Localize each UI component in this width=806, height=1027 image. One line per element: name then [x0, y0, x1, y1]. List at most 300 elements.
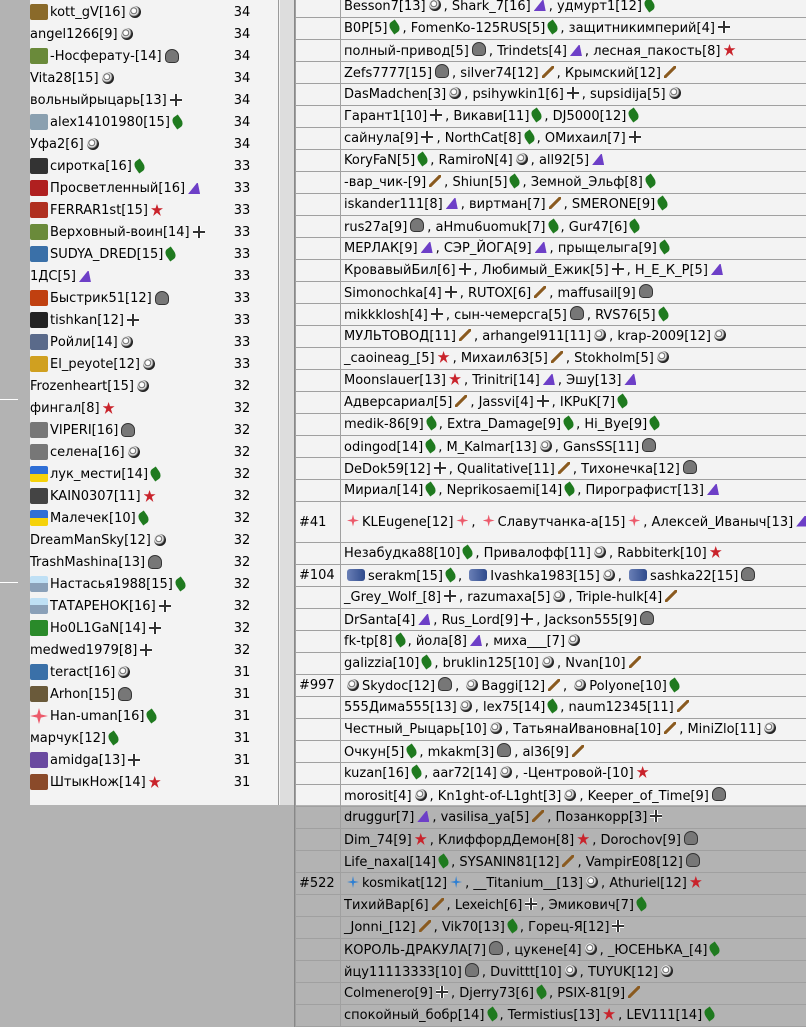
- player-row: [30, 309, 262, 331]
- member-name[interactable]: ОМихаил[7]: [545, 131, 626, 146]
- member-name[interactable]: fk-tp[8]: [344, 634, 393, 649]
- player-name[interactable]: tishkan[12]: [50, 313, 124, 328]
- member-name[interactable]: ТихийВар[6]: [344, 898, 429, 913]
- star-icon: [415, 833, 427, 845]
- member-name[interactable]: Н_Е_К_Р[5]: [635, 263, 708, 278]
- team-row: [296, 326, 806, 348]
- member-name[interactable]: iskander111[8]: [344, 197, 443, 212]
- member-name[interactable]: -Центровой-[10]: [523, 766, 634, 781]
- member-name[interactable]: прыщелыга[9]: [558, 241, 657, 256]
- player-name[interactable]: вольныйрыцарь[13]: [30, 93, 167, 108]
- member-name[interactable]: Lexeich[6]: [455, 898, 523, 913]
- member-name[interactable]: Stokholm[5]: [574, 351, 654, 366]
- helm-icon: [712, 787, 726, 801]
- player-name[interactable]: 1ДС[5]: [30, 269, 76, 284]
- member-name[interactable]: RamiroN[4]: [439, 153, 513, 168]
- cross-icon: [421, 131, 433, 143]
- leaf-icon: [436, 854, 450, 869]
- member-name[interactable]: naum12345[11]: [569, 700, 674, 715]
- member-name[interactable]: виртман[7]: [469, 197, 546, 212]
- team-rank: [296, 609, 341, 631]
- member-name[interactable]: ТатьянаИвановна[10]: [513, 722, 661, 737]
- player-score: 34: [222, 137, 262, 152]
- member-name[interactable]: цукене[4]: [514, 943, 581, 958]
- player-name[interactable]: ШтыкНож[14]: [50, 775, 146, 790]
- player-name[interactable]: марчук[12]: [30, 731, 106, 746]
- member-name[interactable]: kosmikat[12]: [362, 876, 447, 891]
- member-name[interactable]: Славутчанка-а[15]: [498, 515, 626, 530]
- swirl-icon: [143, 358, 155, 370]
- member-name[interactable]: vasilisa_ya[5]: [441, 810, 530, 825]
- member-name[interactable]: Мириал[14]: [344, 483, 423, 498]
- separator: ,: [474, 329, 482, 344]
- separator: ,: [576, 417, 584, 432]
- team-row: [296, 0, 806, 18]
- team-rank: [296, 348, 341, 370]
- member-name[interactable]: сайнула[9]: [344, 131, 418, 146]
- team-members: [341, 631, 806, 653]
- player-name[interactable]: teract[16]: [50, 665, 115, 680]
- team-row: [296, 719, 806, 741]
- member-name[interactable]: DasMadchen[3]: [344, 87, 446, 102]
- separator: ,: [445, 109, 453, 124]
- member-name[interactable]: Trindets[4]: [497, 44, 567, 59]
- member-name[interactable]: _caoineag_[5]: [344, 351, 435, 366]
- member-name[interactable]: B0P[5]: [344, 21, 387, 36]
- member-name[interactable]: razumaxa[5]: [467, 590, 550, 605]
- player-score: 31: [222, 709, 262, 724]
- member-name[interactable]: Zefs7777[15]: [344, 66, 432, 81]
- member-name[interactable]: Dim_74[9]: [344, 833, 412, 848]
- swirl-icon: [460, 700, 472, 712]
- member-name[interactable]: DJ5000[12]: [553, 109, 627, 124]
- player-row: [30, 573, 262, 595]
- member-name[interactable]: aHmu6uomuk[7]: [436, 220, 546, 235]
- player-score: 31: [222, 687, 262, 702]
- swirl-icon: [553, 590, 565, 602]
- member-name[interactable]: Незабудка88[10]: [344, 546, 460, 561]
- member-name[interactable]: al36[9]: [522, 745, 569, 760]
- player-name[interactable]: medwed1979[8]: [30, 643, 137, 658]
- separator: ,: [460, 286, 468, 301]
- leaf-icon: [656, 307, 670, 322]
- member-name[interactable]: Тихонечка[12]: [581, 462, 680, 477]
- member-name[interactable]: Simonochka[4]: [344, 286, 442, 301]
- separator: ,: [531, 153, 539, 168]
- rating-page: [30, 0, 806, 805]
- compass-icon: [456, 515, 468, 527]
- member-name[interactable]: Besson7[13]: [344, 0, 426, 14]
- member-name[interactable]: KoryFaN[5]: [344, 153, 415, 168]
- player-name[interactable]: El_peyote[12]: [50, 357, 140, 372]
- player-name[interactable]: Малечек[10]: [50, 511, 136, 526]
- member-name[interactable]: DrSanta[4]: [344, 613, 415, 628]
- member-name[interactable]: druggur[7]: [344, 810, 414, 825]
- member-name[interactable]: полный-привод[5]: [344, 44, 469, 59]
- player-name[interactable]: Настасья1988[15]: [50, 577, 173, 592]
- player-name[interactable]: лук_мести[14]: [50, 467, 148, 482]
- team-rank: [296, 631, 341, 653]
- member-name[interactable]: serakm[15]: [368, 569, 443, 584]
- team-members: [341, 326, 806, 348]
- swirl-icon: [764, 722, 776, 734]
- member-name[interactable]: galizzia[10]: [344, 656, 419, 671]
- member-name[interactable]: Life_naxal[14]: [344, 855, 436, 870]
- player-name[interactable]: TrashMashina[13]: [30, 555, 145, 570]
- member-name[interactable]: КлиффордДемон[8]: [438, 833, 574, 848]
- team-members: [341, 0, 806, 18]
- team-members: [341, 895, 806, 917]
- member-name[interactable]: Ivashka1983[15]: [490, 569, 600, 584]
- player-name[interactable]: amidga[13]: [50, 753, 125, 768]
- team-row: [296, 939, 806, 961]
- member-name[interactable]: Очкун[5]: [344, 745, 404, 760]
- team-row: [296, 829, 806, 851]
- team-row: [296, 106, 806, 128]
- member-name[interactable]: TUYUK[12]: [588, 965, 658, 980]
- player-name[interactable]: селена[16]: [50, 445, 125, 460]
- team-row: [296, 84, 806, 106]
- separator: ,: [549, 986, 557, 1001]
- cross-icon: [127, 314, 139, 326]
- member-name[interactable]: Привалофф[11]: [484, 546, 591, 561]
- member-name[interactable]: DeDok59[12]: [344, 462, 431, 477]
- member-name[interactable]: Hi_Bye[9]: [584, 417, 647, 432]
- swirl-icon: [118, 666, 130, 678]
- scorpion-icon: [30, 202, 48, 218]
- member-name[interactable]: __Titanium__[13]: [473, 876, 583, 891]
- member-name[interactable]: Jackson555[9]: [545, 613, 638, 628]
- member-name[interactable]: Эмикович[7]: [549, 898, 634, 913]
- member-name[interactable]: GansSS[11]: [563, 440, 639, 455]
- swirl-icon: [585, 943, 597, 955]
- team-row: [296, 653, 806, 675]
- separator: ,: [424, 766, 432, 781]
- player-row: [30, 419, 262, 441]
- member-name[interactable]: Алексей_Иваныч[13]: [652, 515, 794, 530]
- member-name[interactable]: Михаил63[5]: [461, 351, 548, 366]
- member-name[interactable]: krap-2009[12]: [617, 329, 711, 344]
- member-name[interactable]: Shiun[5]: [452, 175, 507, 190]
- member-name[interactable]: psihywkin1[6]: [473, 87, 564, 102]
- member-name[interactable]: Jassvi[4]: [479, 395, 534, 410]
- player-name[interactable]: фингал[8]: [30, 401, 100, 416]
- swirl-icon: [657, 351, 669, 363]
- member-name[interactable]: -вар_чик-[9]: [344, 175, 426, 190]
- swirl-icon: [121, 336, 133, 348]
- member-name[interactable]: Skydoc[12]: [362, 679, 435, 694]
- clan-badge-icon: [483, 515, 495, 527]
- member-name[interactable]: Vik70[13]: [442, 920, 505, 935]
- player-row: [30, 243, 262, 265]
- player-name[interactable]: SUDYA_DRED[15]: [50, 247, 163, 262]
- column-divider: [278, 0, 279, 805]
- member-name[interactable]: Dorochov[9]: [601, 833, 681, 848]
- wand-icon: [532, 810, 544, 822]
- member-name[interactable]: Triple-hulk[4]: [577, 590, 663, 605]
- star-icon: [724, 44, 736, 56]
- member-name[interactable]: МУЛЬТОВОД[11]: [344, 329, 456, 344]
- team-members: [341, 917, 806, 939]
- swirl-icon: [500, 766, 512, 778]
- wand-icon: [628, 986, 640, 998]
- member-name[interactable]: RUTOX[6]: [468, 286, 531, 301]
- swirl-icon: [137, 380, 149, 392]
- member-name[interactable]: Викави[11]: [453, 109, 529, 124]
- member-name[interactable]: kuzan[16]: [344, 766, 409, 781]
- member-name[interactable]: защитникимперий[4]: [569, 21, 715, 36]
- team-members: [341, 458, 806, 480]
- wand-icon: [549, 197, 561, 209]
- separator: ,: [419, 745, 427, 760]
- member-name[interactable]: M_Kalmar[13]: [446, 440, 536, 455]
- separator: ,: [446, 308, 454, 323]
- member-name[interactable]: Nvan[10]: [565, 656, 625, 671]
- swirl-icon: [449, 87, 461, 99]
- member-name[interactable]: миха___[7]: [493, 634, 565, 649]
- hat-icon: [421, 241, 433, 253]
- separator: ,: [436, 131, 444, 146]
- player-name[interactable]: angel1266[9]: [30, 27, 118, 42]
- member-name[interactable]: odingod[14]: [344, 440, 423, 455]
- member-name[interactable]: Djerry73[6]: [459, 986, 534, 1001]
- team-members: [341, 436, 806, 458]
- member-name[interactable]: PSIX-81[9]: [557, 986, 625, 1001]
- member-name[interactable]: medik-86[9]: [344, 417, 424, 432]
- team-members: [341, 609, 806, 631]
- player-name[interactable]: VIPERI[16]: [50, 423, 118, 438]
- leaf-icon: [106, 731, 120, 746]
- separator: ,: [618, 1008, 626, 1023]
- member-name[interactable]: КОРОЛЬ-ДРАКУЛА[7]: [344, 943, 486, 958]
- player-name[interactable]: Просветленный[16]: [50, 181, 185, 196]
- member-name[interactable]: Адверсариал[5]: [344, 395, 452, 410]
- member-name[interactable]: лесная_пакость[8]: [593, 44, 720, 59]
- hat-icon: [418, 613, 430, 625]
- member-name[interactable]: Любимый_Ежик[5]: [482, 263, 609, 278]
- player-rating-list: [30, 0, 262, 793]
- member-name[interactable]: mikkklosh[4]: [344, 308, 428, 323]
- separator: ,: [438, 440, 446, 455]
- player-name[interactable]: Vita28[15]: [30, 71, 99, 86]
- leaf-icon: [627, 108, 641, 123]
- member-name[interactable]: МЕРЛАК[9]: [344, 241, 418, 256]
- member-name[interactable]: SMERONE[9]: [572, 197, 655, 212]
- clan-badge-icon: [629, 569, 647, 581]
- member-name[interactable]: bruklin125[10]: [443, 656, 539, 671]
- member-name[interactable]: Земной_Эльф[8]: [531, 175, 643, 190]
- separator: ,: [447, 898, 455, 913]
- member-name[interactable]: СЭР_ЙОГА[9]: [444, 241, 532, 256]
- player-name[interactable]: Верховный-воин[14]: [50, 225, 190, 240]
- member-name[interactable]: йола[8]: [416, 634, 467, 649]
- member-name[interactable]: Kn1ght-of-L1ght[3]: [438, 789, 562, 804]
- helm-icon: [121, 423, 135, 437]
- member-name[interactable]: _Grey_Wolf_[8]: [344, 590, 441, 605]
- member-name[interactable]: Rus_Lord[9]: [442, 613, 519, 628]
- member-name[interactable]: 555Дима555[13]: [344, 700, 457, 715]
- player-name[interactable]: сиротка[16]: [50, 159, 132, 174]
- member-name[interactable]: Честный_Рыцарь[10]: [344, 722, 487, 737]
- player-name[interactable]: KAIN0307[11]: [50, 489, 141, 504]
- member-name[interactable]: сын-чемерсга[5]: [454, 308, 567, 323]
- member-name[interactable]: RVS76[5]: [595, 308, 655, 323]
- player-name[interactable]: alex14101980[15]: [50, 115, 170, 130]
- cross-icon: [537, 395, 549, 407]
- team-members: [341, 150, 806, 172]
- member-name[interactable]: Gur47[6]: [569, 220, 628, 235]
- separator: ,: [464, 87, 472, 102]
- player-name[interactable]: Frozenheart[15]: [30, 379, 134, 394]
- cross-icon: [170, 94, 182, 106]
- leaf-icon: [405, 744, 419, 759]
- member-name[interactable]: rus27a[9]: [344, 220, 407, 235]
- separator: ,: [609, 546, 617, 561]
- member-name[interactable]: Shark_7[16]: [452, 0, 531, 14]
- player-name[interactable]: DreamManSky[12]: [30, 533, 151, 548]
- member-name[interactable]: LEV111[14]: [626, 1008, 702, 1023]
- mountain-icon: [30, 598, 48, 614]
- member-name[interactable]: йцу11113333[10]: [344, 965, 462, 980]
- member-name[interactable]: VampirE08[12]: [586, 855, 683, 870]
- team-members: [341, 40, 806, 62]
- separator: ,: [402, 21, 410, 36]
- separator: ,: [549, 286, 557, 301]
- member-name[interactable]: KLEugene[12]: [362, 515, 453, 530]
- member-name[interactable]: maffusail[9]: [558, 286, 636, 301]
- player-name[interactable]: Быстрик51[12]: [50, 291, 152, 306]
- player-name[interactable]: kott_gV[16]: [50, 5, 126, 20]
- team-row: [296, 631, 806, 653]
- member-name[interactable]: Qualitative[11]: [457, 462, 555, 477]
- separator: ,: [547, 810, 555, 825]
- wand-icon: [459, 329, 471, 341]
- member-name[interactable]: спокойный_бобр[14]: [344, 1008, 485, 1023]
- player-name[interactable]: ТАТАРЕНОК[16]: [50, 599, 156, 614]
- player-name[interactable]: -Носферату-[14]: [50, 49, 162, 64]
- member-name[interactable]: Крымский[12]: [565, 66, 661, 81]
- separator: ,: [485, 634, 493, 649]
- hat-icon: [446, 197, 458, 209]
- team-row: [296, 436, 806, 458]
- member-name[interactable]: Athuriel[12]: [609, 876, 687, 891]
- star-icon: [149, 776, 161, 788]
- wand-icon: [534, 286, 546, 298]
- member-name[interactable]: Гарант1[10]: [344, 109, 427, 124]
- member-name[interactable]: _ЮСЕНЬКА_[4]: [608, 943, 708, 958]
- member-name[interactable]: morosit[4]: [344, 789, 412, 804]
- separator: ,: [618, 569, 626, 584]
- member-name[interactable]: Neprikosaemi[14]: [447, 483, 563, 498]
- leaf-icon: [485, 1007, 499, 1022]
- member-name[interactable]: NorthCat[8]: [445, 131, 522, 146]
- separator: ,: [577, 483, 585, 498]
- player-score: 32: [222, 621, 262, 636]
- leaf-icon: [546, 20, 560, 35]
- member-name[interactable]: Trinitri[14]: [472, 373, 540, 388]
- player-row: [30, 199, 262, 221]
- player-name[interactable]: Han-uman[16]: [50, 709, 144, 724]
- separator: ,: [520, 920, 528, 935]
- separator: ,: [564, 197, 572, 212]
- member-name[interactable]: silver74[12]: [460, 66, 538, 81]
- member-name[interactable]: IKPuK[7]: [560, 395, 615, 410]
- swirl-icon: [594, 546, 606, 558]
- separator: ,: [555, 440, 563, 455]
- player-name[interactable]: Ho0L1GaN[14]: [50, 621, 146, 636]
- leaf-icon: [508, 174, 522, 189]
- member-name[interactable]: FomenKo-125RUS[5]: [411, 21, 546, 36]
- member-name[interactable]: MiniZlo[11]: [687, 722, 761, 737]
- member-name[interactable]: all92[5]: [539, 153, 589, 168]
- team-members: [341, 348, 806, 370]
- team-members: [341, 238, 806, 260]
- member-name[interactable]: КровавыйБил[6]: [344, 263, 456, 278]
- team-members: [341, 939, 806, 961]
- leaf-icon: [642, 0, 656, 12]
- member-name[interactable]: aar72[14]: [432, 766, 497, 781]
- member-name[interactable]: Moonslauer[13]: [344, 373, 446, 388]
- swirl-icon: [714, 329, 726, 341]
- member-name[interactable]: _Jonni_[12]: [344, 920, 416, 935]
- cross-icon: [612, 263, 624, 275]
- team-rank: [296, 150, 341, 172]
- member-name[interactable]: lex75[14]: [483, 700, 545, 715]
- team-members: [341, 653, 806, 675]
- member-name[interactable]: Extra_Damage[9]: [447, 417, 561, 432]
- separator: ,: [585, 44, 593, 59]
- helm-icon: [472, 42, 486, 56]
- member-name[interactable]: Rabbiterk[10]: [617, 546, 706, 561]
- hat-icon: [570, 44, 582, 56]
- player-name[interactable]: Ройли[14]: [50, 335, 118, 350]
- member-name[interactable]: Polyone[10]: [589, 679, 667, 694]
- member-name[interactable]: Colmenero[9]: [344, 986, 433, 1001]
- separator: ,: [557, 656, 565, 671]
- member-name[interactable]: удмурт1[12]: [557, 0, 642, 14]
- team-row: [296, 40, 806, 62]
- team-row: [296, 675, 806, 697]
- member-name[interactable]: Baggi[12]: [481, 679, 545, 694]
- separator: ,: [474, 263, 482, 278]
- member-name[interactable]: Duvittt[10]: [490, 965, 562, 980]
- member-name[interactable]: Эшу[13]: [566, 373, 621, 388]
- member-name[interactable]: SYSANIN81[12]: [459, 855, 559, 870]
- member-name[interactable]: Keeper_of_Time[9]: [588, 789, 709, 804]
- player-name[interactable]: Arhon[15]: [50, 687, 115, 702]
- member-name[interactable]: supsidija[5]: [590, 87, 666, 102]
- member-name[interactable]: Горец-Я[12]: [528, 920, 609, 935]
- separator: ,: [627, 263, 635, 278]
- member-name[interactable]: Пирографист[13]: [586, 483, 704, 498]
- team-members: [341, 961, 806, 983]
- member-name[interactable]: Позанкорр[3]: [555, 810, 647, 825]
- player-name[interactable]: FERRAR1st[15]: [50, 203, 148, 218]
- leaf-icon: [522, 130, 536, 145]
- player-row: [30, 397, 262, 419]
- team-members: [341, 216, 806, 238]
- player-name[interactable]: Уфа2[6]: [30, 137, 84, 152]
- member-name[interactable]: sashka22[15]: [650, 569, 738, 584]
- player-score: 31: [222, 665, 262, 680]
- member-name[interactable]: mkakm[3]: [428, 745, 495, 760]
- player-score: 34: [222, 49, 262, 64]
- separator: ,: [582, 87, 590, 102]
- member-name[interactable]: arhangel911[11]: [482, 329, 591, 344]
- ukraine-flag-icon: [30, 466, 48, 482]
- member-name[interactable]: Termistius[13]: [508, 1008, 600, 1023]
- team-row: [296, 961, 806, 983]
